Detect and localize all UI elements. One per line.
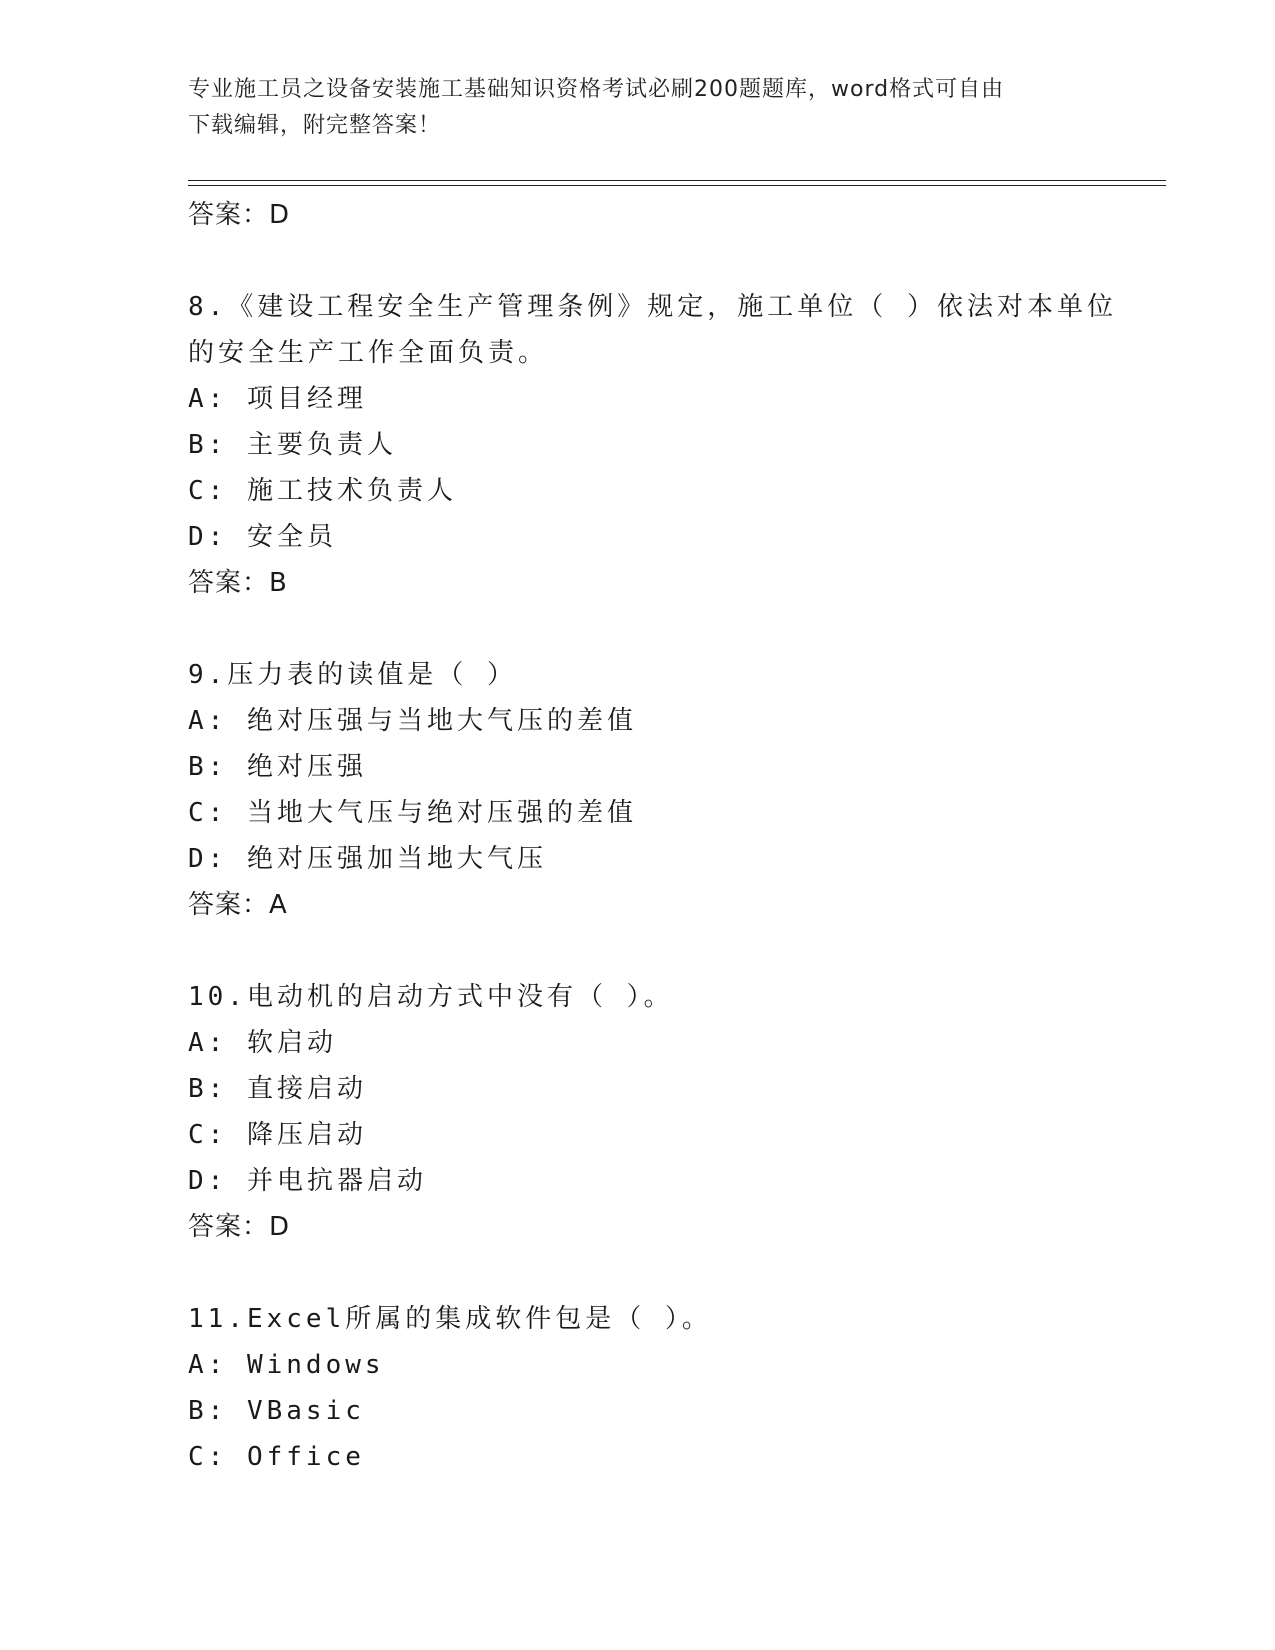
question-10 [188, 974, 1128, 1250]
question-stem: 9.压力表的读值是（ ） [188, 660, 517, 690]
spacer [188, 606, 1128, 652]
option-b: B: VBasic [188, 1396, 365, 1426]
question-stem-continued: 的安全生产工作全面负责。 [188, 338, 549, 368]
header-line-1: 专业施工员之设备安装施工基础知识资格考试必刷200题题库，word格式可自由 [188, 77, 1005, 102]
option-d: D: 并电抗器启动 [188, 1166, 427, 1196]
option-b: B: 主要负责人 [188, 430, 397, 460]
question-stem: 10.电动机的启动方式中没有（ ）。 [188, 982, 674, 1012]
option-d: D: 安全员 [188, 522, 337, 552]
header-divider-top [188, 180, 1166, 181]
answer: 答案：D [188, 1212, 291, 1242]
option-c: C: Office [188, 1442, 365, 1472]
option-a: A: Windows [188, 1350, 385, 1380]
question-11 [188, 1296, 1128, 1480]
previous-answer: 答案：D [188, 200, 291, 230]
header-divider-bottom [188, 185, 1166, 186]
answer: 答案：B [188, 568, 288, 598]
option-c: C: 施工技术负责人 [188, 476, 457, 506]
option-a: A: 软启动 [188, 1028, 337, 1058]
spacer [188, 1250, 1128, 1296]
option-b: B: 直接启动 [188, 1074, 367, 1104]
question-8 [188, 284, 1128, 606]
header-line-2: 下载编辑，附完整答案！ [188, 113, 442, 138]
option-a: A: 项目经理 [188, 384, 367, 414]
option-c: C: 当地大气压与绝对压强的差值 [188, 798, 637, 828]
question-stem: 11.Excel所属的集成软件包是（ ）。 [188, 1304, 712, 1334]
spacer [188, 238, 1128, 284]
answer: 答案：A [188, 890, 288, 920]
option-d: D: 绝对压强加当地大气压 [188, 844, 547, 874]
option-a: A: 绝对压强与当地大气压的差值 [188, 706, 637, 736]
question-9 [188, 652, 1128, 928]
option-c: C: 降压启动 [188, 1120, 367, 1150]
document-header [188, 72, 1088, 144]
question-stem: 8.《建设工程安全生产管理条例》规定，施工单位（ ）依法对本单位 [188, 292, 1117, 322]
option-b: B: 绝对压强 [188, 752, 367, 782]
question-list [188, 192, 1128, 1480]
spacer [188, 928, 1128, 974]
